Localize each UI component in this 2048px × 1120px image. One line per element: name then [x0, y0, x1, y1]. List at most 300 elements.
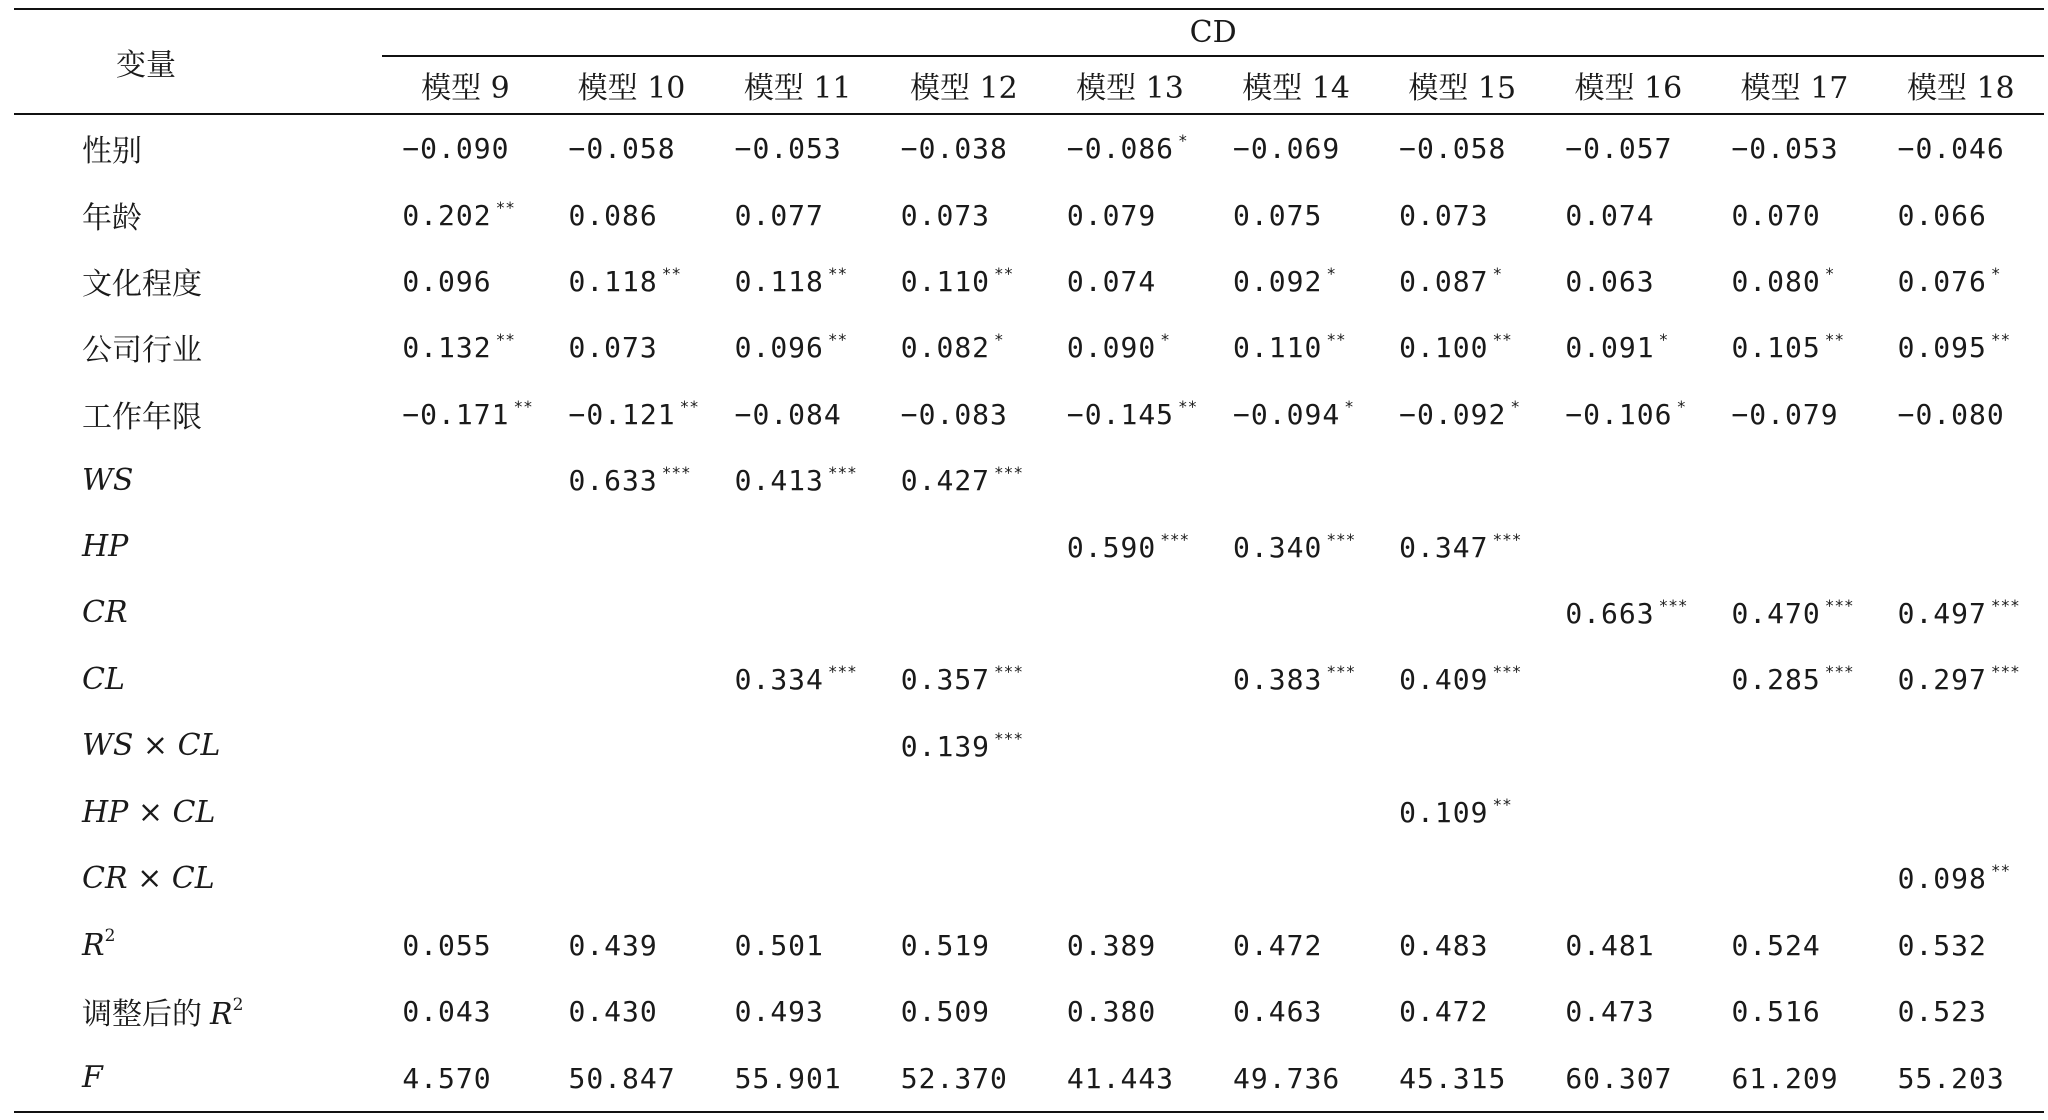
cell-value: 0.076 — [1897, 264, 1987, 298]
cell — [382, 381, 548, 447]
cell-value: 0.493 — [734, 995, 824, 1029]
variable-name-tail: R — [210, 997, 233, 1033]
cell — [881, 845, 1047, 911]
cell — [1379, 248, 1545, 314]
cell-value: 0.080 — [1731, 264, 1821, 298]
variable-superscript: 2 — [104, 926, 116, 947]
cell — [1379, 381, 1545, 447]
significance-stars: *** — [1990, 595, 2020, 615]
cell — [715, 978, 881, 1044]
cell — [1711, 978, 1877, 1044]
cell — [1545, 845, 1711, 911]
cell — [548, 314, 714, 380]
cell-value: 0.091 — [1565, 331, 1655, 365]
cell — [1047, 845, 1213, 911]
cell-value: 0.055 — [402, 928, 492, 962]
cell-value: −0.092 — [1399, 397, 1507, 431]
cell — [1545, 314, 1711, 380]
cell — [715, 181, 881, 247]
cell — [1213, 912, 1379, 978]
cell — [1379, 513, 1545, 579]
cell — [382, 513, 548, 579]
cell-value: 0.633 — [568, 464, 658, 498]
cell-value: −0.057 — [1565, 132, 1673, 166]
cell-value: 0.439 — [568, 928, 658, 962]
cell — [548, 1044, 714, 1111]
cell-value: 0.516 — [1731, 995, 1821, 1029]
variable-label — [14, 978, 382, 1044]
variable-header: 变量 — [14, 9, 382, 114]
cell-value: 61.209 — [1731, 1061, 1839, 1095]
cell — [715, 713, 881, 779]
cell-value: 0.357 — [900, 663, 991, 697]
table-body — [14, 114, 2044, 1112]
cell — [1213, 845, 1379, 911]
cell — [1379, 181, 1545, 247]
cell-value: 0.519 — [900, 928, 991, 962]
cell-value: −0.069 — [1233, 132, 1341, 166]
significance-stars: * — [1344, 396, 1354, 416]
significance-stars: ** — [661, 263, 682, 283]
cell-value: 0.109 — [1399, 796, 1489, 830]
cell — [1711, 447, 1877, 513]
table-row — [14, 513, 2044, 579]
variable-label — [14, 248, 382, 314]
variable-name: HP — [82, 529, 129, 565]
significance-stars: * — [994, 330, 1004, 350]
significance-stars: ** — [1492, 795, 1512, 815]
cell — [1711, 114, 1877, 181]
table-row — [14, 1044, 2044, 1111]
cell-value: 0.079 — [1066, 198, 1157, 232]
cell — [715, 314, 881, 380]
cell-value: 0.118 — [568, 264, 658, 298]
significance-stars: * — [1824, 263, 1835, 283]
cell-value: 60.307 — [1565, 1061, 1673, 1095]
variable-label — [14, 845, 382, 911]
cell — [715, 381, 881, 447]
cell — [881, 912, 1047, 978]
cell — [881, 779, 1047, 845]
cell — [382, 779, 548, 845]
cell — [1379, 646, 1545, 712]
significance-stars: ** — [1824, 330, 1845, 350]
significance-stars: *** — [1658, 595, 1688, 615]
cell-value: 0.590 — [1066, 530, 1157, 564]
cell-value: 0.470 — [1731, 596, 1821, 630]
cell — [1878, 845, 2044, 911]
model-header: 模型 16 — [1545, 56, 1711, 114]
variable-label — [14, 314, 382, 380]
cell-value: 52.370 — [900, 1061, 1008, 1095]
cell-value: 0.473 — [1565, 995, 1655, 1029]
cell — [1379, 1044, 1545, 1111]
cell — [382, 845, 548, 911]
cell-value: 0.096 — [402, 264, 492, 298]
significance-stars: * — [1510, 396, 1520, 416]
regression-table — [14, 8, 2044, 1113]
table-row — [14, 713, 2044, 779]
cell — [1878, 646, 2044, 712]
table-header — [14, 9, 2044, 114]
cell — [1379, 779, 1545, 845]
cell-value: 41.443 — [1066, 1061, 1175, 1095]
cell — [1213, 381, 1379, 447]
cell — [548, 381, 714, 447]
cell — [715, 513, 881, 579]
cell-value: 0.202 — [402, 198, 492, 232]
cell-value: 0.096 — [734, 331, 824, 365]
cell — [1213, 181, 1379, 247]
cell — [1878, 248, 2044, 314]
cell — [1047, 114, 1213, 181]
cell — [1545, 912, 1711, 978]
cell-value: 0.073 — [900, 198, 991, 232]
cell — [1379, 447, 1545, 513]
cell-value: −0.090 — [402, 132, 510, 166]
cell — [382, 713, 548, 779]
cell — [1047, 1044, 1213, 1111]
significance-stars: ** — [994, 263, 1014, 283]
significance-stars: ** — [513, 396, 533, 416]
cell-value: 49.736 — [1233, 1061, 1341, 1095]
cell — [1379, 912, 1545, 978]
significance-stars: ** — [827, 330, 848, 350]
cell-value: 0.523 — [1897, 995, 1987, 1029]
variable-name: 工作年限 — [82, 399, 202, 435]
cell-value: −0.079 — [1731, 397, 1839, 431]
cell — [1545, 447, 1711, 513]
cell-value: −0.145 — [1066, 397, 1175, 431]
cell — [715, 912, 881, 978]
cell — [1213, 248, 1379, 314]
cell — [1878, 912, 2044, 978]
model-header: 模型 14 — [1213, 56, 1379, 114]
variable-name: F — [82, 1060, 103, 1096]
cell-value: 0.105 — [1731, 331, 1821, 365]
cell — [1878, 181, 2044, 247]
cell-value: 0.075 — [1233, 198, 1323, 232]
cell-value: 0.663 — [1565, 596, 1655, 630]
cell — [1545, 181, 1711, 247]
cell-value: 0.509 — [900, 995, 991, 1029]
variable-name: R — [82, 928, 105, 964]
significance-stars: *** — [1326, 529, 1356, 549]
variable-label — [14, 181, 382, 247]
cell — [1878, 779, 2044, 845]
cell — [881, 1044, 1047, 1111]
variable-name: 调整后的 — [82, 997, 202, 1033]
cell — [1545, 646, 1711, 712]
table-row — [14, 978, 2044, 1044]
significance-stars: ** — [495, 197, 515, 217]
cell — [1047, 713, 1213, 779]
cell — [1545, 713, 1711, 779]
cell-value: −0.058 — [568, 132, 676, 166]
table-row — [14, 381, 2044, 447]
significance-stars: *** — [994, 728, 1023, 748]
cell — [881, 646, 1047, 712]
variable-name: WS — [82, 462, 134, 498]
cell — [1711, 248, 1877, 314]
cell — [548, 181, 714, 247]
cell — [1545, 114, 1711, 181]
significance-stars: *** — [1824, 595, 1854, 615]
cell — [1213, 580, 1379, 646]
cell-value: 0.524 — [1731, 928, 1821, 962]
cell — [1213, 114, 1379, 181]
cell — [1047, 513, 1213, 579]
cell-value: 0.087 — [1399, 264, 1489, 298]
cell — [1379, 845, 1545, 911]
variable-label — [14, 114, 382, 181]
table-row — [14, 912, 2044, 978]
cell — [881, 513, 1047, 579]
cell — [1047, 779, 1213, 845]
variable-name: 公司行业 — [82, 333, 202, 369]
cell-value: 0.092 — [1233, 264, 1323, 298]
cell — [1545, 779, 1711, 845]
variable-name: 年龄 — [82, 200, 142, 236]
cell-value: 0.297 — [1897, 663, 1987, 697]
cell — [382, 580, 548, 646]
cell — [1545, 1044, 1711, 1111]
cell — [1878, 447, 2044, 513]
cell-value: 0.074 — [1066, 264, 1157, 298]
cell — [1213, 779, 1379, 845]
cell-value: 0.070 — [1731, 198, 1821, 232]
significance-stars: ** — [1178, 396, 1198, 416]
cell — [1878, 114, 2044, 181]
cell — [1711, 845, 1877, 911]
cell-value: 0.340 — [1233, 530, 1323, 564]
significance-stars: ** — [1326, 330, 1346, 350]
cell — [715, 845, 881, 911]
cell-value: 0.073 — [568, 331, 658, 365]
variable-label — [14, 580, 382, 646]
cell-value: 0.132 — [402, 331, 492, 365]
cell — [548, 248, 714, 314]
cell — [1545, 580, 1711, 646]
cell — [1711, 912, 1877, 978]
model-header: 模型 13 — [1047, 56, 1213, 114]
cell-value: 0.063 — [1565, 264, 1655, 298]
cell-value: −0.084 — [734, 397, 842, 431]
cell — [1379, 314, 1545, 380]
cell-value: 0.472 — [1399, 995, 1489, 1029]
significance-stars: *** — [1326, 662, 1356, 682]
cell-value: 0.483 — [1399, 928, 1489, 962]
cell-value: 0.110 — [1233, 331, 1323, 365]
cell — [382, 114, 548, 181]
cell-value: 0.409 — [1399, 663, 1489, 697]
cell-value: 0.383 — [1233, 663, 1323, 697]
cell — [1379, 978, 1545, 1044]
cell — [881, 248, 1047, 314]
cell-value: −0.053 — [734, 132, 842, 166]
cell — [1213, 713, 1379, 779]
cell-value: 0.073 — [1399, 198, 1489, 232]
variable-name: HP × CL — [82, 794, 216, 830]
significance-stars: *** — [1492, 529, 1522, 549]
cell-value: 0.098 — [1897, 862, 1987, 896]
cell-value: 0.095 — [1897, 331, 1987, 365]
cell — [548, 845, 714, 911]
cell-value: 0.077 — [734, 198, 824, 232]
cell-value: 0.043 — [402, 995, 492, 1029]
significance-stars: *** — [1492, 662, 1522, 682]
cell-value: 0.090 — [1066, 331, 1157, 365]
cell — [715, 114, 881, 181]
cell-value: −0.058 — [1399, 132, 1507, 166]
cell — [881, 447, 1047, 513]
variable-name: 文化程度 — [82, 266, 202, 302]
cell-value: 0.472 — [1233, 928, 1323, 962]
cell — [382, 181, 548, 247]
cell — [382, 1044, 548, 1111]
variable-name: WS × CL — [82, 728, 221, 764]
cell — [1213, 978, 1379, 1044]
significance-stars: * — [1492, 263, 1503, 283]
cell-value: −0.080 — [1897, 397, 2005, 431]
cell-value: 0.086 — [568, 198, 658, 232]
significance-stars: *** — [1824, 662, 1854, 682]
model-header: 模型 18 — [1878, 56, 2044, 114]
cell — [1213, 447, 1379, 513]
significance-stars: *** — [1990, 662, 2020, 682]
cell-value: 4.570 — [402, 1061, 492, 1095]
significance-stars: ** — [1990, 330, 2011, 350]
significance-stars: * — [1990, 263, 2001, 283]
cell — [715, 646, 881, 712]
cell-value: 0.501 — [734, 928, 824, 962]
cell-value: 45.315 — [1399, 1061, 1507, 1095]
table-row — [14, 114, 2044, 181]
cell — [1213, 646, 1379, 712]
significance-stars: * — [1326, 263, 1336, 283]
cell — [1545, 248, 1711, 314]
cell — [881, 114, 1047, 181]
cell-value: 0.285 — [1731, 663, 1821, 697]
cell-value: −0.094 — [1233, 397, 1341, 431]
cell — [548, 779, 714, 845]
variable-label — [14, 1044, 382, 1111]
cell — [1878, 978, 2044, 1044]
significance-stars: *** — [994, 463, 1023, 483]
variable-name: CR × CL — [82, 860, 215, 896]
cell-value: −0.053 — [1731, 132, 1839, 166]
significance-stars: *** — [994, 662, 1023, 682]
cell-value: 0.413 — [734, 464, 824, 498]
cell-value: 0.100 — [1399, 331, 1489, 365]
cell — [1047, 181, 1213, 247]
cell — [715, 779, 881, 845]
variable-label — [14, 779, 382, 845]
cell-value: 0.427 — [900, 464, 991, 498]
cell — [548, 447, 714, 513]
cell — [382, 912, 548, 978]
significance-stars: * — [1676, 396, 1687, 416]
variable-label — [14, 513, 382, 579]
cell — [1711, 381, 1877, 447]
significance-stars: *** — [661, 463, 691, 483]
significance-stars: *** — [827, 463, 857, 483]
cell-value: −0.106 — [1565, 397, 1673, 431]
cell — [548, 580, 714, 646]
cell — [1047, 447, 1213, 513]
cell — [715, 580, 881, 646]
cell — [548, 978, 714, 1044]
cell — [1711, 713, 1877, 779]
table-row — [14, 845, 2044, 911]
cell-value: 0.118 — [734, 264, 824, 298]
cell — [382, 447, 548, 513]
significance-stars: ** — [1990, 861, 2011, 881]
cell-value: 0.532 — [1897, 928, 1987, 962]
cell — [1711, 646, 1877, 712]
cell — [881, 181, 1047, 247]
significance-stars: ** — [827, 263, 848, 283]
cell — [1047, 646, 1213, 712]
cell-value: 0.066 — [1897, 198, 1987, 232]
cell — [1379, 114, 1545, 181]
cell-value: 0.110 — [900, 264, 991, 298]
table-row — [14, 181, 2044, 247]
cell-value: 50.847 — [568, 1061, 676, 1095]
significance-stars: * — [1178, 131, 1188, 151]
cell — [1213, 314, 1379, 380]
cell — [1711, 513, 1877, 579]
cell — [1878, 580, 2044, 646]
variable-label — [14, 447, 382, 513]
cell — [548, 114, 714, 181]
cell — [548, 513, 714, 579]
cell — [1047, 978, 1213, 1044]
significance-stars: * — [1658, 330, 1669, 350]
cell — [1047, 580, 1213, 646]
significance-stars: ** — [495, 330, 515, 350]
table-row — [14, 580, 2044, 646]
significance-stars: ** — [1492, 330, 1512, 350]
cell — [1213, 513, 1379, 579]
cell — [1711, 580, 1877, 646]
table-row — [14, 447, 2044, 513]
cell — [1047, 381, 1213, 447]
significance-stars: * — [1160, 330, 1170, 350]
variable-name: CL — [82, 661, 125, 697]
cell — [1047, 314, 1213, 380]
cell — [382, 314, 548, 380]
cell — [1379, 713, 1545, 779]
cell-value: −0.046 — [1897, 132, 2005, 166]
model-header: 模型 11 — [715, 56, 881, 114]
cell-value: −0.086 — [1066, 132, 1175, 166]
model-header: 模型 15 — [1379, 56, 1545, 114]
cell — [1711, 1044, 1877, 1111]
model-header: 模型 17 — [1711, 56, 1877, 114]
cell-value: 0.463 — [1233, 995, 1323, 1029]
cell — [1047, 248, 1213, 314]
table-row — [14, 248, 2044, 314]
cell — [881, 978, 1047, 1044]
cell — [1878, 1044, 2044, 1111]
cell-value: −0.038 — [900, 132, 1008, 166]
cell — [1711, 314, 1877, 380]
cell-value: 0.481 — [1565, 928, 1655, 962]
cell — [1878, 713, 2044, 779]
significance-stars: ** — [679, 396, 699, 416]
significance-stars: *** — [1160, 529, 1190, 549]
